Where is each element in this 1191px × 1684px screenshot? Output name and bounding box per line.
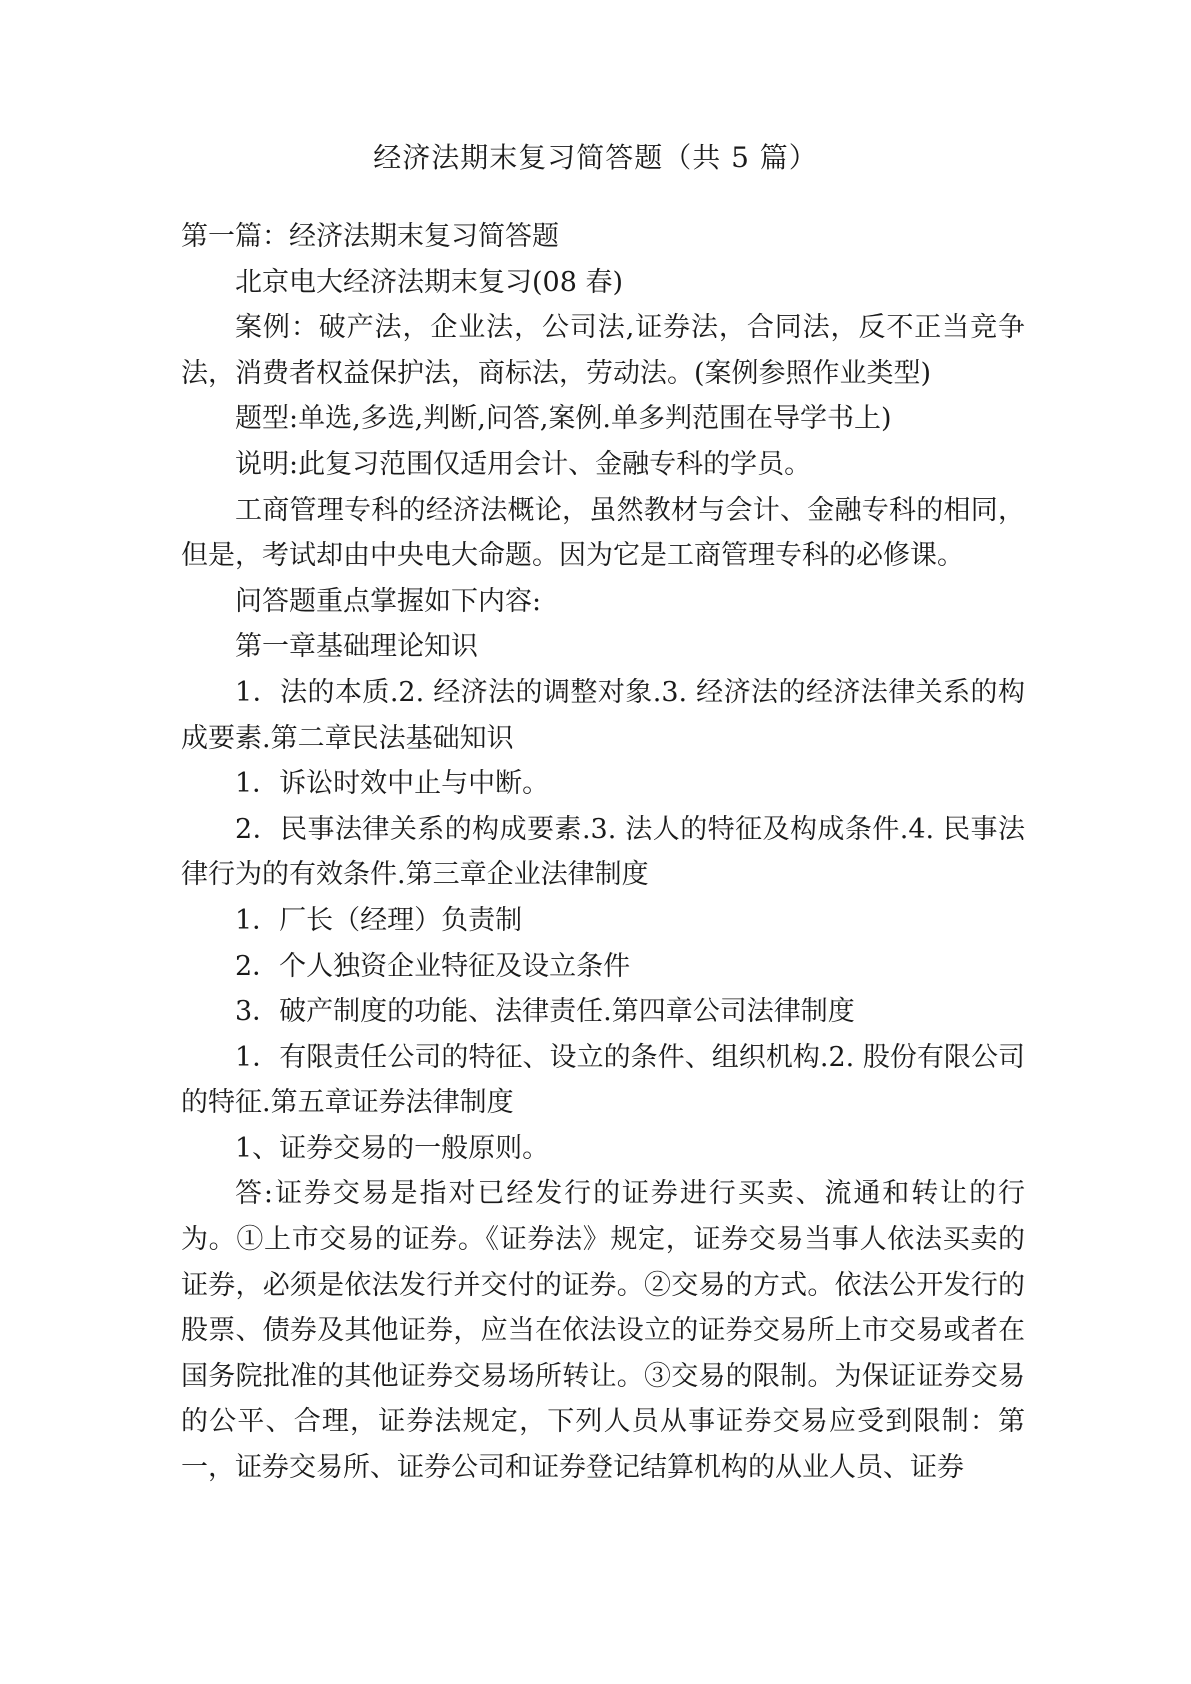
paragraph-answer: 答:证券交易是指对已经发行的证券进行买卖、流通和转让的行为。①上市交易的证券。《证券法》规定，证券交易当事人依法买卖的证券，必须是依法发行并交付的证券。②交易的方式。依法公开发行的股票、债券及其他证券，应当在依法设立的证券交易所上市交易或者在国务院批准的其他证券交易场所转让。③交易的限制。为保证证券交易的公平、合理，证券法规定，下列人员从事证券交易应受到限制：第一，证券交易所、证券公司和证券登记结算机构的从业人员、证券 bbox=[181, 1178, 1025, 1484]
document-body bbox=[181, 214, 1025, 1491]
paragraph-question-types: 题型:单选,多选,判断,问答,案例.单多判范围在导学书上) bbox=[235, 403, 892, 435]
paragraph-chapter-5-item-1: 1、证券交易的一般原则。 bbox=[235, 1132, 550, 1164]
paragraph-cases: 案例：破产法，企业法，公司法,证券法，合同法，反不正当竞争法，消费者权益保护法，商标法，劳动法。(案例参照作业类型) bbox=[181, 312, 1025, 389]
paragraph-chapter-3-item-1: 1．厂长（经理）负责制 bbox=[235, 904, 523, 936]
paragraph-course-name: 北京电大经济法期末复习(08 春) bbox=[235, 266, 624, 298]
paragraph-chapter-2-item-1: 1．诉讼时效中止与中断。 bbox=[235, 768, 550, 800]
paragraph-chapter-2-items: 2．民事法律关系的构成要素.3. 法人的特征及构成条件.4. 民事法律行为的有效条件.第三章企业法律制度 bbox=[181, 813, 1025, 891]
paragraph-business-admin-note: 工商管理专科的经济法概论，虽然教材与会计、金融专科的相同，但是，考试却由中央电大命题。因为它是工商管理专科的必修课。 bbox=[181, 494, 1025, 572]
paragraph-chapter-3-item-2: 2．个人独资企业特征及设立条件 bbox=[235, 950, 631, 982]
section-heading: 第一篇：经济法期末复习简答题 bbox=[181, 221, 559, 252]
document-title: 经济法期末复习简答题（共 5 篇） bbox=[373, 141, 818, 174]
paragraph-chapter-4-items: 1．有限责任公司的特征、设立的条件、组织机构.2. 股份有限公司的特征.第五章证券法律制度 bbox=[181, 1041, 1025, 1119]
paragraph-scope-note: 说明:此复习范围仅适用会计、金融专科的学员。 bbox=[235, 448, 812, 480]
paragraph-key-content-intro: 问答题重点掌握如下内容: bbox=[235, 585, 542, 617]
paragraph-chapter-1-items: 1．法的本质.2. 经济法的调整对象.3. 经济法的经济法律关系的构成要素.第二章民法基础知识 bbox=[181, 676, 1025, 754]
paragraph-chapter-1: 第一章基础理论知识 bbox=[235, 631, 478, 663]
paragraph-chapter-3-item-3: 3．破产制度的功能、法律责任.第四章公司法律制度 bbox=[235, 996, 855, 1028]
